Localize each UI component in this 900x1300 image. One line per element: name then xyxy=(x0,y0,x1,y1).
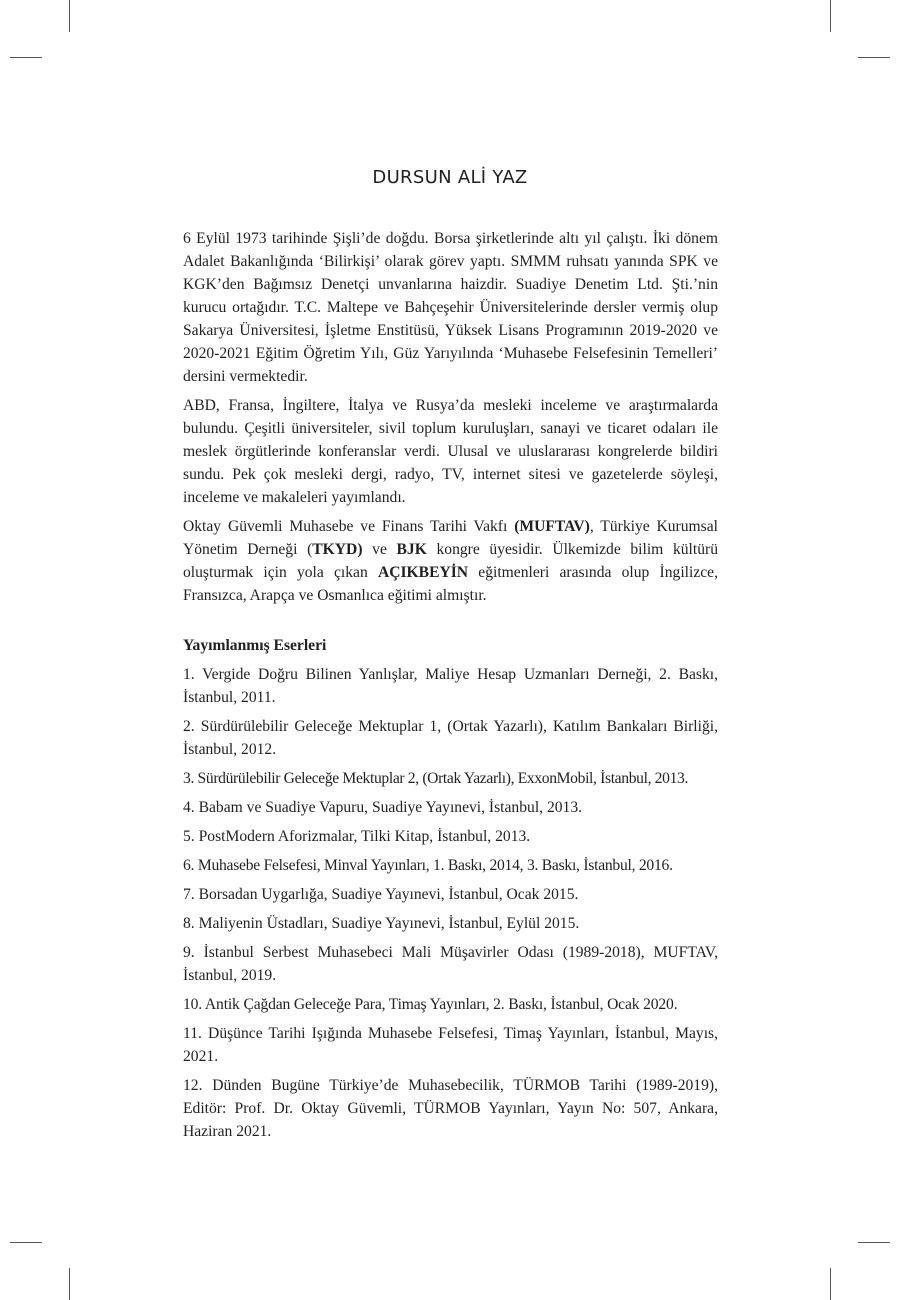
bio-p3-bold-tkyd: TKYD) xyxy=(312,541,363,558)
works-list-item: 3. Sürdürülebilir Geleceğe Mektuplar 2, (Ortak Yazarlı), ExxonMobil, İstanbul, 2013. xyxy=(183,770,689,787)
bio-p3-bold-muftav: (MUFTAV) xyxy=(514,518,590,535)
works-list-item: 12. Dünden Bugüne Türkiye’de Muhasebecilik, TÜRMOB Tarihi (1989-2019), Editör: Prof. Dr. Oktay Güvemli, TÜRMOB Yayınları, Yayın No: 507, Ankara, Haziran 2021. xyxy=(183,1077,718,1140)
works-list-item: 2. Sürdürülebilir Geleceğe Mektuplar 1, (Ortak Yazarlı), Katılım Bankaları Birliği, İstanbul, 2012. xyxy=(183,718,718,758)
works-heading: Yayımlanmış Eserleri xyxy=(183,637,327,654)
crop-mark-top-right xyxy=(830,0,831,32)
crop-mark-left-bottom xyxy=(10,1242,42,1243)
works-list-item: 8. Maliyenin Üstadları, Suadiye Yayınevi, İstanbul, Eylül 2015. xyxy=(183,915,580,932)
works-list xyxy=(183,663,718,1143)
crop-mark-right-top xyxy=(858,57,890,58)
author-name-heading: DURSUN ALİ YAZ xyxy=(372,167,528,188)
bio-paragraph-1: 6 Eylül 1973 tarihinde Şişli’de doğdu. Borsa şirketlerinde altı yıl çalıştı. İki dönem Adalet Bakanlığında ‘Bilirkişi’ olarak görev yaptı. SMMM ruhsatı yanında SPK ve KGK’den Bağımsız Denetçi unvanlarına haizdir. Suadiye Denetim Ltd. Şti.’nin kurucu ortağıdır. T.C. Maltepe ve Bahçeşehir Üniversitelerinde dersler vermiş olup Sakarya Üniversitesi, İşletme Enstitüsü, Yüksek Lisans Programının 2019-2020 ve 2020-2021 Eğitim Öğretim Yılı, Güz Yarıyılında ‘Muhasebe Felsefesinin Temelleri’ dersini vermektedir. xyxy=(183,230,718,385)
crop-mark-top-left xyxy=(69,0,70,32)
crop-mark-right-bottom xyxy=(858,1242,890,1243)
works-list-item: 7. Borsadan Uygarlığa, Suadiye Yayınevi, İstanbul, Ocak 2015. xyxy=(183,886,579,903)
works-list-item: 4. Babam ve Suadiye Vapuru, Suadiye Yayınevi, İstanbul, 2013. xyxy=(183,799,583,816)
works-list-item: 1. Vergide Doğru Bilinen Yanlışlar, Maliye Hesap Uzmanları Derneği, 2. Baskı, İstanbul, 2011. xyxy=(183,666,718,706)
crop-mark-bottom-left xyxy=(69,1268,70,1300)
crop-mark-bottom-right xyxy=(830,1268,831,1300)
bio-p3-bold-bjk: BJK xyxy=(396,541,427,558)
bio-p3-text-3: ve xyxy=(362,541,397,558)
bio-p3-text-2: , Türkiye Kurumsal Yönetim Derneği ( xyxy=(183,518,719,558)
crop-mark-left-top xyxy=(10,57,42,58)
bio-p3-text-5: eğitmenleri arasında olup İngilizce, Fransızca, Arapça ve Osmanlıca eğitimi almıştır. xyxy=(183,564,718,604)
bio-p3-text-1: Oktay Güvemli Muhasebe ve Finans Tarihi Vakfı xyxy=(183,518,515,535)
page-body xyxy=(183,227,718,1149)
bio-paragraph-3 xyxy=(183,515,718,607)
works-list-item: 9. İstanbul Serbest Muhasebeci Mali Müşavirler Odası (1989-2018), MUFTAV, İstanbul, 2019. xyxy=(183,944,718,984)
works-list-item: 5. PostModern Aforizmalar, Tilki Kitap, İstanbul, 2013. xyxy=(183,828,531,845)
bio-paragraph-2: ABD, Fransa, İngiltere, İtalya ve Rusya’da mesleki inceleme ve araştırmalarda bulundu. Çeşitli üniversiteler, sivil toplum kuruluşları, sanayi ve ticaret odaları ile meslek örgütlerinde konferanslar verdi. Ulusal ve uluslararası kongrelerde bildiri sundu. Pek çok mesleki dergi, radyo, TV, internet sitesi ve gazetelerde söyleşi, inceleme ve makaleleri yayımlandı. xyxy=(183,397,718,506)
bio-p3-text-4: kongre üyesidir. Ülkemizde bilim kültürü oluşturmak için yola çıkan xyxy=(183,541,718,581)
works-list-item: 11. Düşünce Tarihi Işığında Muhasebe Felsefesi, Timaş Yayınları, İstanbul, Mayıs, 2021. xyxy=(183,1025,718,1065)
works-list-item: 6. Muhasebe Felsefesi, Minval Yayınları, 1. Baskı, 2014, 3. Baskı, İstanbul, 2016. xyxy=(183,857,673,874)
works-list-item: 10. Antik Çağdan Geleceğe Para, Timaş Yayınları, 2. Baskı, İstanbul, Ocak 2020. xyxy=(183,996,678,1013)
bio-p3-bold-acikbeyin: AÇIKBEYİN xyxy=(377,564,469,581)
